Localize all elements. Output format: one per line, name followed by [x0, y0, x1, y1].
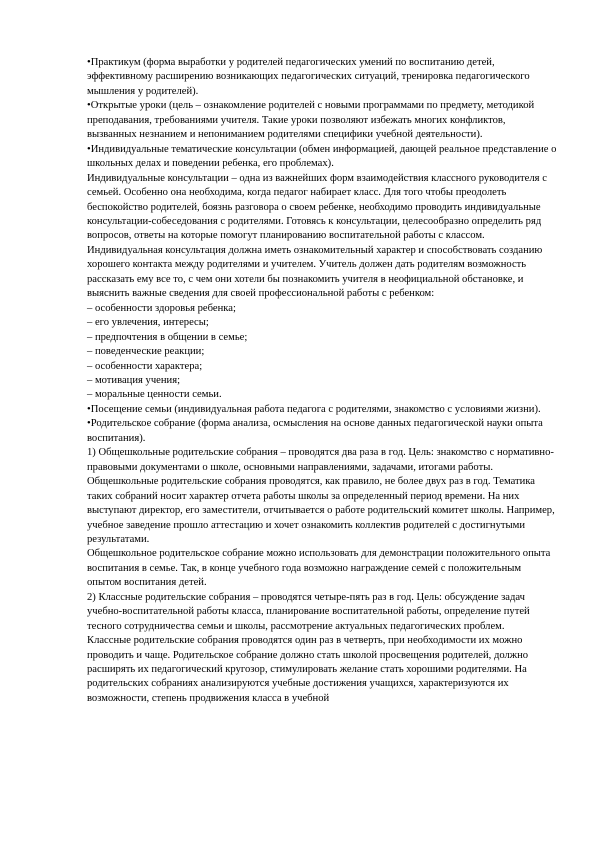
- paragraph-parent-meeting: • Родительское собрание (форма анализа, осмысления на основе данных педагогической науки опыта воспитания).: [87, 417, 557, 446]
- list-item: – предпочтения в общении в семье;: [87, 331, 248, 343]
- list-item: – особенности здоровья ребенка;: [87, 302, 236, 314]
- paragraph-practicum: • Практикум (форма выработки у родителей педагогических умений по воспитанию детей, эффективному расширению возникающих педагогических ситуаций, тренировка педагогического мышления у родителей).: [87, 56, 557, 99]
- paragraph-school-meetings-details: Общешкольные родительские собрания проводятся, как правило, не более двух раз в год. Тематика таких собраний носит характер отчета работы школы за определенный период времени. На них выступают директор, его заместители, отчитывается о работе родительский комитет школы. Например, учебное заведение прошло аттестацию и хочет ознакомить коллектив родителей с достигнутыми результатами.: [87, 476, 555, 545]
- paragraph-thematic-consultations: • Индивидуальные тематические консультации (обмен информацией, дающей реальное представление о школьных делах и поведении ребенка, его проблемах).: [87, 143, 557, 172]
- list-item: – мотивация учения;: [87, 374, 181, 386]
- paragraph-open-lessons: • Открытые уроки (цель – ознакомление родителей с новыми программами по предмету, методикой преподавания, требованиями учителя. Такие уроки позволяют избежать многих конфликтов, вызванных незнанием и непониманием родителями специфики учебной деятельности).: [87, 99, 557, 142]
- paragraph-family-visit: • Посещение семьи (индивидуальная работа педагога с родителями, знакомство с условиями жизни).: [87, 403, 557, 417]
- paragraph-school-meetings-usage: Общешкольное родительское собрание можно использовать для демонстрации положительного опыта воспитания в семье. Так, в конце учебного года возможно награждение семей с положительным опытом воспитания детей.: [87, 548, 551, 589]
- list-item: – особенности характера;: [87, 360, 203, 372]
- paragraph-class-meetings: 2) Классные родительские собрания – проводятся четыре-пять раз в год. Цель: обсуждение задач учебно-воспитательной работы класса, планирование воспитательной работы, определение путей тесного сотрудничества семьи и школы, рассмотрение актуальных педагогических проблем.: [87, 591, 530, 632]
- list-item: – моральные ценности семьи.: [87, 389, 222, 401]
- document-page: [87, 56, 557, 706]
- paragraph-class-meetings-details: Классные родительские собрания проводятся один раз в четверть, при необходимости их можно проводить и чаще. Родительское собрание должно стать школой просвещения родителей, должно расширять их педагогический кругозор, стимулировать желание стать хорошими родителями. На родительских собраниях анализируются учебные достижения учащихся, характеризуются их возможности, степень продвижения класса в учебной: [87, 635, 529, 704]
- list-item: – его увлечения, интересы;: [87, 317, 209, 329]
- list-item: – поведенческие реакции;: [87, 346, 205, 358]
- paragraph-individual-consultations: Индивидуальные консультации – одна из важнейших форм взаимодействия классного руководителя с семьей. Особенно она необходима, когда педагог набирает класс. Для того чтобы преодолеть беспокойство родителей, боязнь разговора о своем ребенке, необходимо проводить индивидуальные консультации-собеседования с родителями. Готовясь к консультации, целесообразно определить ряд вопросов, ответы на которые помогут планированию воспитательной работы с классом. Индивидуальная консультация должна иметь ознакомительный характер и способствовать созданию хорошего контакта между родителями и учителем. Учитель должен дать родителям возможность рассказать ему все то, с чем они хотели бы познакомить учителя в неофициальной обстановке, и выяснить важные сведения для своей профессиональной работы с ребенком:: [87, 172, 547, 300]
- paragraph-school-meetings: 1) Общешкольные родительские собрания – проводятся два раза в год. Цель: знакомство с нормативно-правовыми документами о школе, основными направлениями, задачами, итогами работы.: [87, 447, 554, 473]
